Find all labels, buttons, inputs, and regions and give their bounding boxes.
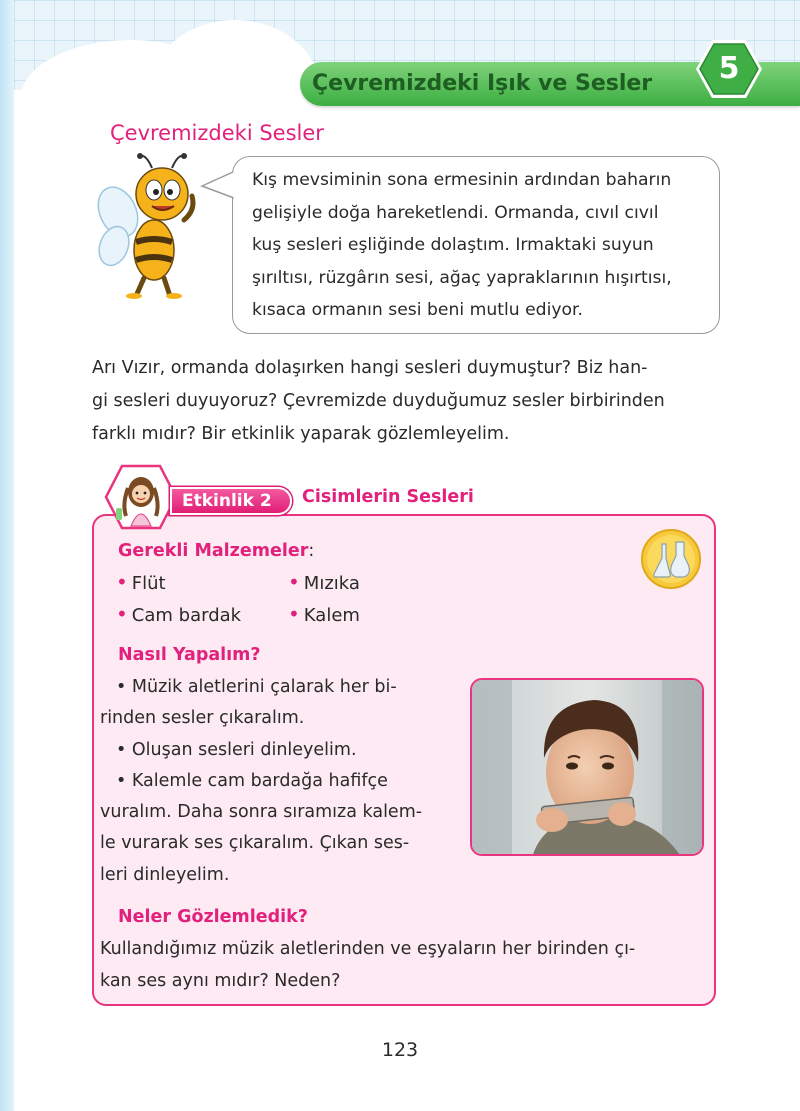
step-line: • Müzik aletlerini çalarak her bi- <box>116 677 397 697</box>
materials-heading-text: Gerekli Malzemeler <box>118 541 309 561</box>
speech-line: kısaca ormanın sesi beni mutlu ediyor. <box>252 300 583 320</box>
speech-text <box>252 164 708 327</box>
bullet-icon: • <box>288 602 300 626</box>
intro-line: Arı Vızır, ormanda dolaşırken hangi sesleri duymuştur? Biz han- <box>92 358 648 378</box>
boy-playing-harmonica-photo <box>470 678 704 856</box>
steps-heading: Nasıl Yapalım? <box>118 645 261 665</box>
steps-list <box>100 672 450 891</box>
material-item <box>288 568 360 598</box>
bullet-icon: • <box>116 602 128 626</box>
bullet-icon: • <box>288 570 300 594</box>
observations-heading: Neler Gözlemledik? <box>118 907 308 927</box>
step-line: • Kalemle cam bardağa hafifçe <box>116 770 388 791</box>
step-line: le vurarak ses çıkaralım. Çıkan ses- <box>100 833 410 854</box>
intro-line: farklı mıdır? Bir etkinlik yaparak gözlemleyelim. <box>92 424 510 444</box>
speech-line: Kış mevsiminin sona ermesinin ardından baharın <box>252 170 672 190</box>
material-item <box>116 568 166 598</box>
material-label: Cam bardak <box>131 605 242 626</box>
speech-line: gelişiyle doğa hareketlendi. Ormanda, cıvıl cıvıl <box>252 202 659 223</box>
step-line: leri dinleyelim. <box>100 864 230 885</box>
girl-character-icon <box>104 464 178 530</box>
question-line: kan ses aynı mıdır? Neden? <box>100 970 341 991</box>
material-label: Flüt <box>131 573 166 594</box>
bee-mascot-icon <box>96 150 206 300</box>
chapter-title: Çevremizdeki Işık ve Sesler <box>312 71 653 96</box>
observation-question <box>100 934 708 997</box>
material-label: Mızıka <box>303 573 360 594</box>
material-label: Kalem <box>303 605 360 626</box>
page-edge-strip <box>0 0 14 1111</box>
photo-image <box>472 680 704 856</box>
bullet-icon: • <box>116 570 128 594</box>
activity-title: Cisimlerin Sesleri <box>302 487 474 507</box>
speech-line: kuş sesleri eşliğinde dolaştım. Irmaktaki suyun <box>252 235 654 255</box>
chapter-number: 5 <box>718 51 740 86</box>
materials-heading-colon: : <box>308 541 315 561</box>
material-item <box>116 600 241 630</box>
section-title: Çevremizdeki Sesler <box>110 121 324 145</box>
activity-label: Etkinlik 2 <box>182 491 272 511</box>
question-line: Kullandığımız müzik aletlerinden ve eşyaların her birinden çı- <box>100 939 636 959</box>
materials-heading <box>118 538 314 564</box>
intro-paragraph <box>92 352 714 451</box>
step-line: • Oluşan sesleri dinleyelim. <box>116 739 357 760</box>
lab-flask-icon <box>640 528 702 590</box>
step-line: vuralım. Daha sonra sıramıza kalem- <box>100 802 423 823</box>
step-line: rinden sesler çıkaralım. <box>100 708 305 729</box>
intro-line: gi sesleri duyuyoruz? Çevremizde duyduğumuz sesler birbirinden <box>92 391 665 411</box>
speech-bubble-tail <box>200 168 240 208</box>
page-number: 123 <box>381 1039 419 1061</box>
material-item <box>288 600 360 630</box>
speech-line: şırıltısı, rüzgârın sesi, ağaç yapraklarının hışırtısı, <box>252 267 672 288</box>
